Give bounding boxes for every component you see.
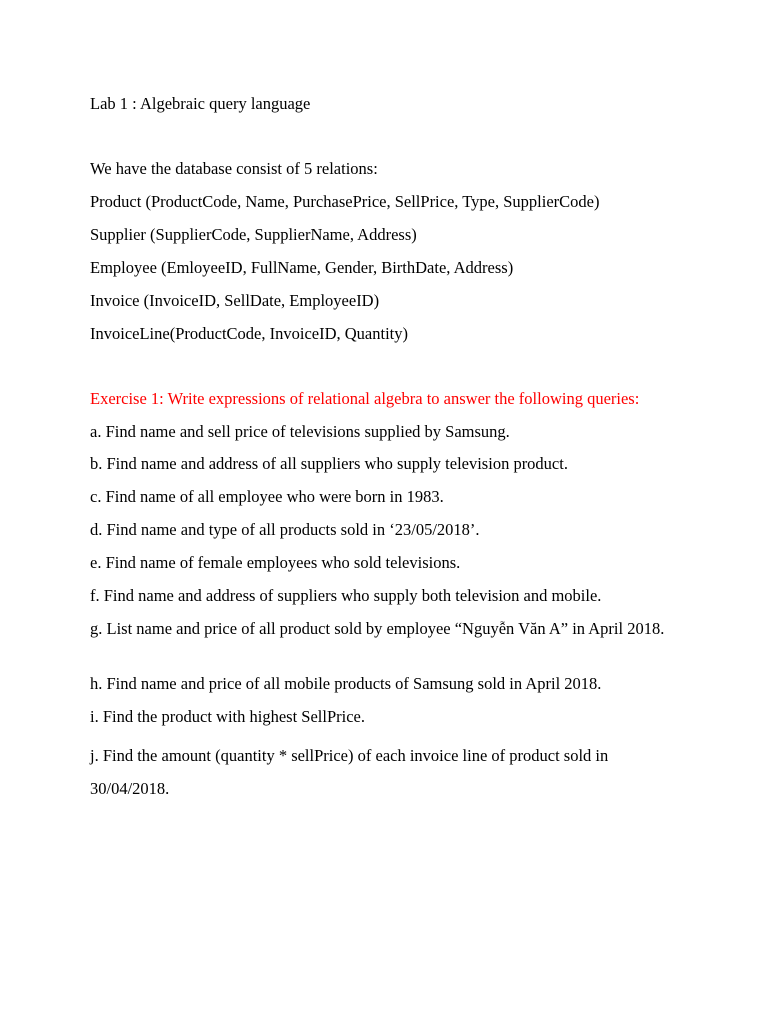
query-j: j. Find the amount (quantity * sellPrice) of each invoice line of product sold in 30/04/2018.: [90, 746, 609, 798]
relation-employee: Employee (EmloyeeID, FullName, Gender, BirthDate, Address): [90, 258, 514, 277]
intro-text: We have the database consist of 5 relations:: [90, 159, 378, 178]
document-title: Lab 1 : Algebraic query language: [90, 94, 311, 113]
exercise-heading: Exercise 1: Write expressions of relational algebra to answer the following queries:: [90, 389, 640, 408]
query-d: d. Find name and type of all products sold in ‘23/05/2018’.: [90, 520, 480, 539]
query-c: c. Find name of all employee who were born in 1983.: [90, 487, 444, 506]
relation-supplier: Supplier (SupplierCode, SupplierName, Address): [90, 225, 417, 244]
query-i: i. Find the product with highest SellPrice.: [90, 707, 365, 726]
relation-invoice: Invoice (InvoiceID, SellDate, EmployeeID): [90, 291, 380, 310]
query-h: h. Find name and price of all mobile products of Samsung sold in April 2018.: [90, 674, 602, 693]
query-b: b. Find name and address of all suppliers who supply television product.: [90, 454, 568, 473]
query-f: f. Find name and address of suppliers who supply both television and mobile.: [90, 586, 602, 605]
query-a: a. Find name and sell price of televisions supplied by Samsung.: [90, 422, 510, 441]
document-page: [90, 0, 690, 1024]
query-g: g. List name and price of all product sold by employee “Nguyễn Văn A” in April 2018.: [90, 619, 665, 638]
relation-product: Product (ProductCode, Name, PurchasePrice, SellPrice, Type, SupplierCode): [90, 192, 600, 211]
query-e: e. Find name of female employees who sold televisions.: [90, 553, 461, 572]
relation-invoiceline: InvoiceLine(ProductCode, InvoiceID, Quantity): [90, 324, 408, 343]
